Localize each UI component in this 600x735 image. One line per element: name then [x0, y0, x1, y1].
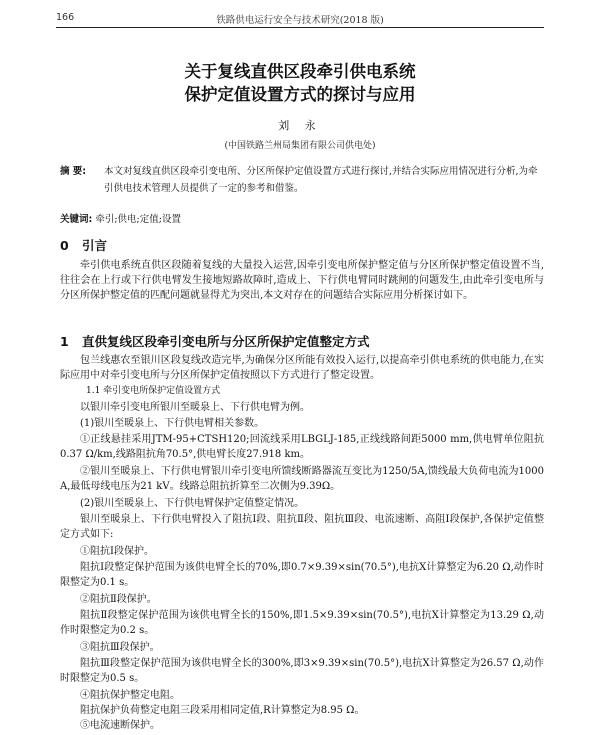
- author: 刘 永: [278, 119, 322, 132]
- protection-intro: 银川至暖泉上、下行供电臂投入了阻抗Ⅰ段、阻抗Ⅱ段、阻抗Ⅲ段、电流速断、高阻Ⅰ段保护,各保护定值整定方式如下:: [60, 514, 544, 541]
- item-1: (1)银川至暖泉上、下行供电臂相关参数。: [80, 418, 265, 429]
- abstract: [60, 163, 544, 197]
- title-line-1: 关于复线直供区段牵引供电系统: [184, 62, 416, 81]
- zone-3-title: ③阻抗Ⅲ段保护。: [80, 642, 160, 653]
- section-1-title: 直供复线区段牵引变电所与分区所保护定值整定方式: [82, 334, 370, 349]
- section-0-heading: [60, 236, 107, 254]
- section-1-number: 1: [60, 334, 69, 349]
- item-2: (2)银川至暖泉上、下行供电臂保护定值整定情况。: [80, 498, 305, 509]
- load-resistance-text: 阻抗保护负荷整定电阻三段采用相同定值,R计算整定为8.95 Ω。: [80, 705, 365, 716]
- zone-2-title: ②阻抗Ⅱ段保护。: [80, 594, 157, 605]
- zone-1-title: ①阻抗Ⅰ段保护。: [80, 546, 154, 557]
- example-line: 以银川牵引变电所银川至暖泉上、下行供电臂为例。: [80, 402, 310, 413]
- zone-3-text: 阻抗Ⅲ段整定保护范围为该供电臂全长的300%,即3×9.39×sin(70.5°),电抗X计算整定为26.57 Ω,动作时限整定为0.5 s。: [60, 658, 544, 685]
- keywords-label: 关键词:: [60, 214, 93, 225]
- overcurrent-title: ⑤电流速断保护。: [80, 720, 160, 731]
- journal-title: 铁路供电运行安全与技术研究(2018 版): [216, 15, 384, 26]
- abstract-label: 摘 要:: [60, 166, 87, 177]
- section-0-number: 0: [60, 238, 69, 253]
- abstract-text: 本文对复线直供区段牵引变电所、分区所保护定值设置方式进行探讨,并结合实际应用情况进行分析,为牵引供电技术管理人员提供了一定的参考和借鉴。: [104, 166, 538, 194]
- paper-title: [0, 60, 600, 106]
- page-number: 166: [56, 12, 75, 23]
- running-header: [56, 11, 544, 28]
- section-1-heading: [60, 332, 370, 350]
- keywords: [60, 211, 544, 225]
- title-line-2: 保护定值设置方式的探讨与应用: [184, 85, 416, 104]
- keywords-text: 牵引;供电;定值;设置: [95, 214, 181, 225]
- section-0-title: 引言: [82, 238, 108, 253]
- affiliation: (中国铁路兰州局集团有限公司供电处): [224, 141, 376, 151]
- section-0-paragraph: 牵引供电系统直供区段随着复线的大量投入运营,因牵引变电所保护整定值与分区所保护整定值设置不当,往往会在上行或下行供电臂发生接地短路故障时,造成上、下行供电臂同时跳闸的问题发生,由此牵引变电所与分区所保护整定值的匹配问题就显得尤为突出,本文对存在的问题结合实际应用分析探讨如下。: [60, 260, 544, 302]
- param-paragraph-2: ②银川至暖泉上、下行供电臂银川牵引变电所馈线断路器流互变比为1250/5A,馈线最大负荷电流为1000A,最低母线电压为21 kV。线路总阻抗折算至二次侧为9.39Ω。: [60, 466, 544, 493]
- zone-1-text: 阻抗Ⅰ段整定保护范围为该供电臂全长的70%,即0.7×9.39×sin(70.5°),电抗X计算整定为6.20 Ω,动作时限整定为0.1 s。: [60, 562, 544, 589]
- subsection-1-1-heading: 1.1 牵引变电所保护定值设置方式: [86, 386, 221, 396]
- zone-2-text: 阻抗Ⅱ段整定保护范围为该供电臂全长的150%,即1.5×9.39×sin(70.5°),电抗X计算整定为13.29 Ω,动作时限整定为0.2 s。: [60, 610, 544, 637]
- param-paragraph-1: ①正线悬挂采用JTM-95+CTSH120;回流线采用LBGLJ-185,正线线路间距5000 mm,供电臂单位阻抗0.37 Ω/km,线路阻抗角70.5°,供电臂长度27.918 km。: [60, 434, 544, 461]
- section-1-intro: 包兰线惠农至银川区段复线改造完毕,为确保分区所能有效投入运行,以提高牵引供电系统的供电能力,在实际应用中对牵引变电所与分区所保护定值按照以下方式进行了整定设置。: [60, 355, 544, 382]
- load-resistance-title: ④阻抗保护整定电阻。: [80, 690, 180, 701]
